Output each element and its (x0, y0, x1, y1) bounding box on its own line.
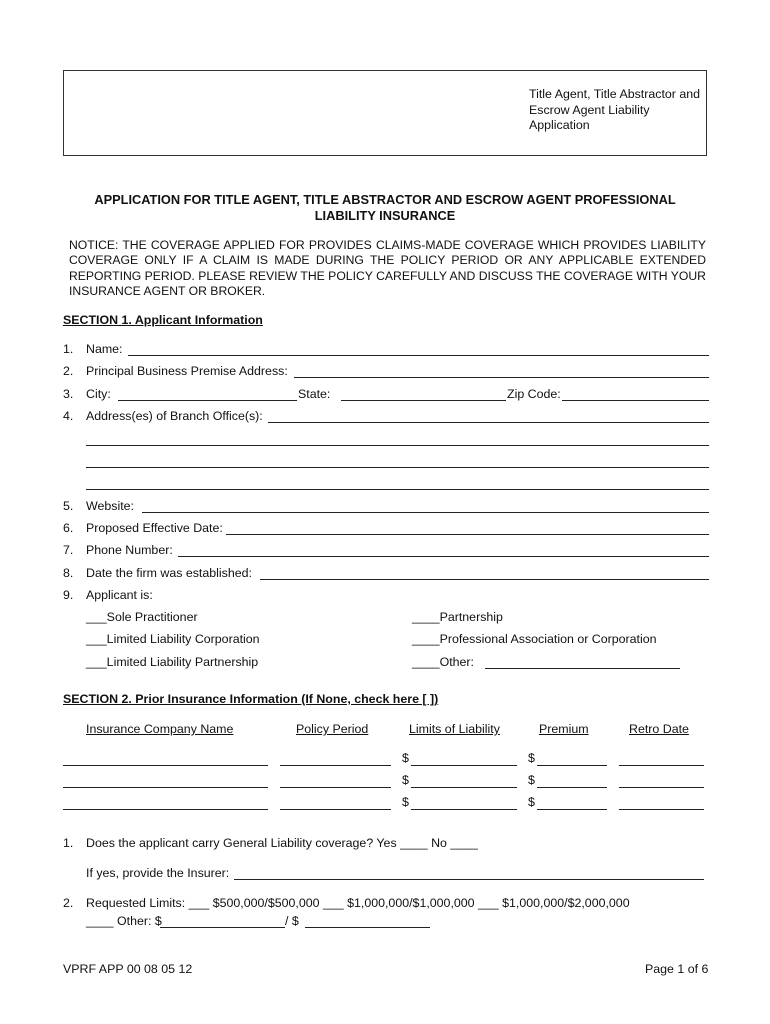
company-field[interactable] (63, 787, 268, 788)
website-label: Website: (86, 499, 134, 513)
phone-field[interactable] (178, 556, 709, 557)
established-field[interactable] (260, 579, 709, 580)
header-line-3: Application (529, 118, 590, 132)
item-number: 7. (63, 543, 74, 557)
dollar-sign: $ (528, 795, 535, 809)
branch-office-field[interactable] (268, 422, 709, 423)
item-number: 2. (63, 364, 74, 378)
address-field[interactable] (294, 377, 709, 378)
period-field[interactable] (280, 809, 391, 810)
option-llp[interactable]: ___Limited Liability Partnership (86, 655, 259, 669)
col-premium: Premium (539, 722, 589, 736)
option-sole-practitioner[interactable]: ___Sole Practitioner (86, 610, 198, 624)
other-limit-field-1[interactable] (160, 927, 285, 928)
other-limit-field-2[interactable] (305, 927, 430, 928)
requested-limits-options[interactable]: Requested Limits: ___ $500,000/$500,000 ___ $1,000,000/$1,000,000 ___ $1,000,000/$2,000,000 (86, 896, 630, 910)
state-field[interactable] (341, 400, 506, 401)
dollar-sign: $ (402, 751, 409, 765)
retro-field[interactable] (619, 765, 704, 766)
other-field[interactable] (485, 668, 680, 669)
effective-date-field[interactable] (226, 534, 709, 535)
established-label: Date the firm was established: (86, 566, 252, 580)
general-liability-question[interactable]: Does the applicant carry General Liability coverage? Yes ____ No ____ (86, 836, 478, 850)
insurer-field[interactable] (234, 879, 704, 880)
notice-paragraph: NOTICE: THE COVERAGE APPLIED FOR PROVIDES CLAIMS-MADE COVERAGE WHICH PROVIDES LIABILITY COVERAGE ONLY IF A CLAIM IS MADE DURING THE POLICY PERIOD OR ANY APPLICABLE EXTENDED REPORTING PERIOD. PLEASE REVIEW THE POLICY CAREFULLY AND DISCUSS THE COVERAGE WITH YOUR INSURANCE AGENT OR BROKER. (69, 238, 706, 299)
period-field[interactable] (280, 787, 391, 788)
zip-label: Zip Code: (507, 387, 561, 401)
col-policy-period: Policy Period (296, 722, 369, 736)
col-insurance-company: Insurance Company Name (86, 722, 234, 736)
branch-office-field[interactable] (86, 467, 709, 468)
dollar-sign: $ (402, 773, 409, 787)
website-field[interactable] (142, 512, 709, 513)
page-title-line-1: APPLICATION FOR TITLE AGENT, TITLE ABSTRACTOR AND ESCROW AGENT PROFESSIONAL (94, 192, 676, 207)
header-line-1: Title Agent, Title Abstractor and (529, 87, 701, 101)
premium-field[interactable] (537, 809, 607, 810)
branch-offices-label: Address(es) of Branch Office(s): (86, 409, 263, 423)
form-code: VPRF APP 00 08 05 12 (63, 962, 193, 976)
branch-office-field[interactable] (86, 489, 709, 490)
city-label: City: (86, 387, 111, 401)
effective-date-label: Proposed Effective Date: (86, 521, 223, 535)
page-title-line-2: LIABILITY INSURANCE (314, 208, 456, 223)
city-field[interactable] (118, 400, 297, 401)
zip-field[interactable] (562, 400, 709, 401)
item-number: 1. (63, 836, 74, 850)
page-number: Page 1 of 6 (645, 962, 709, 976)
option-llc[interactable]: ___Limited Liability Corporation (86, 632, 260, 646)
name-label: Name: (86, 342, 123, 356)
company-field[interactable] (63, 809, 268, 810)
limits-field[interactable] (411, 765, 517, 766)
branch-office-field[interactable] (86, 445, 709, 446)
state-label: State: (298, 387, 331, 401)
item-number: 1. (63, 342, 74, 356)
insurer-label: If yes, provide the Insurer: (86, 866, 230, 880)
item-number: 3. (63, 387, 74, 401)
col-limits: Limits of Liability (409, 722, 500, 736)
option-partnership[interactable]: ____Partnership (412, 610, 503, 624)
premium-field[interactable] (537, 787, 607, 788)
limits-field[interactable] (411, 809, 517, 810)
other-limits-label: ____ Other: $ (86, 914, 162, 928)
item-number: 4. (63, 409, 74, 423)
retro-field[interactable] (619, 787, 704, 788)
item-number: 8. (63, 566, 74, 580)
company-field[interactable] (63, 765, 268, 766)
premium-field[interactable] (537, 765, 607, 766)
section1-heading: SECTION 1. Applicant Information (63, 313, 263, 327)
dollar-sign: $ (402, 795, 409, 809)
dollar-sign: $ (528, 751, 535, 765)
item-number: 6. (63, 521, 74, 535)
option-professional-association[interactable]: ____Professional Association or Corporation (412, 632, 657, 646)
limits-field[interactable] (411, 787, 517, 788)
phone-label: Phone Number: (86, 543, 173, 557)
item-number: 9. (63, 588, 74, 602)
header-line-2: Escrow Agent Liability (529, 102, 650, 117)
item-number: 2. (63, 896, 74, 910)
col-retro-date: Retro Date (629, 722, 689, 736)
dollar-sign: $ (528, 773, 535, 787)
header-box (63, 70, 707, 156)
applicant-type-label: Applicant is: (86, 588, 153, 602)
option-other[interactable]: ____Other: (412, 655, 474, 669)
slash-dollar: / $ (285, 914, 299, 928)
section2-heading: SECTION 2. Prior Insurance Information (If None, check here [ ]) (63, 692, 439, 706)
item-number: 5. (63, 499, 74, 513)
retro-field[interactable] (619, 809, 704, 810)
form-title-block (529, 87, 700, 134)
name-field[interactable] (128, 355, 709, 356)
address-label: Principal Business Premise Address: (86, 364, 288, 378)
period-field[interactable] (280, 765, 391, 766)
